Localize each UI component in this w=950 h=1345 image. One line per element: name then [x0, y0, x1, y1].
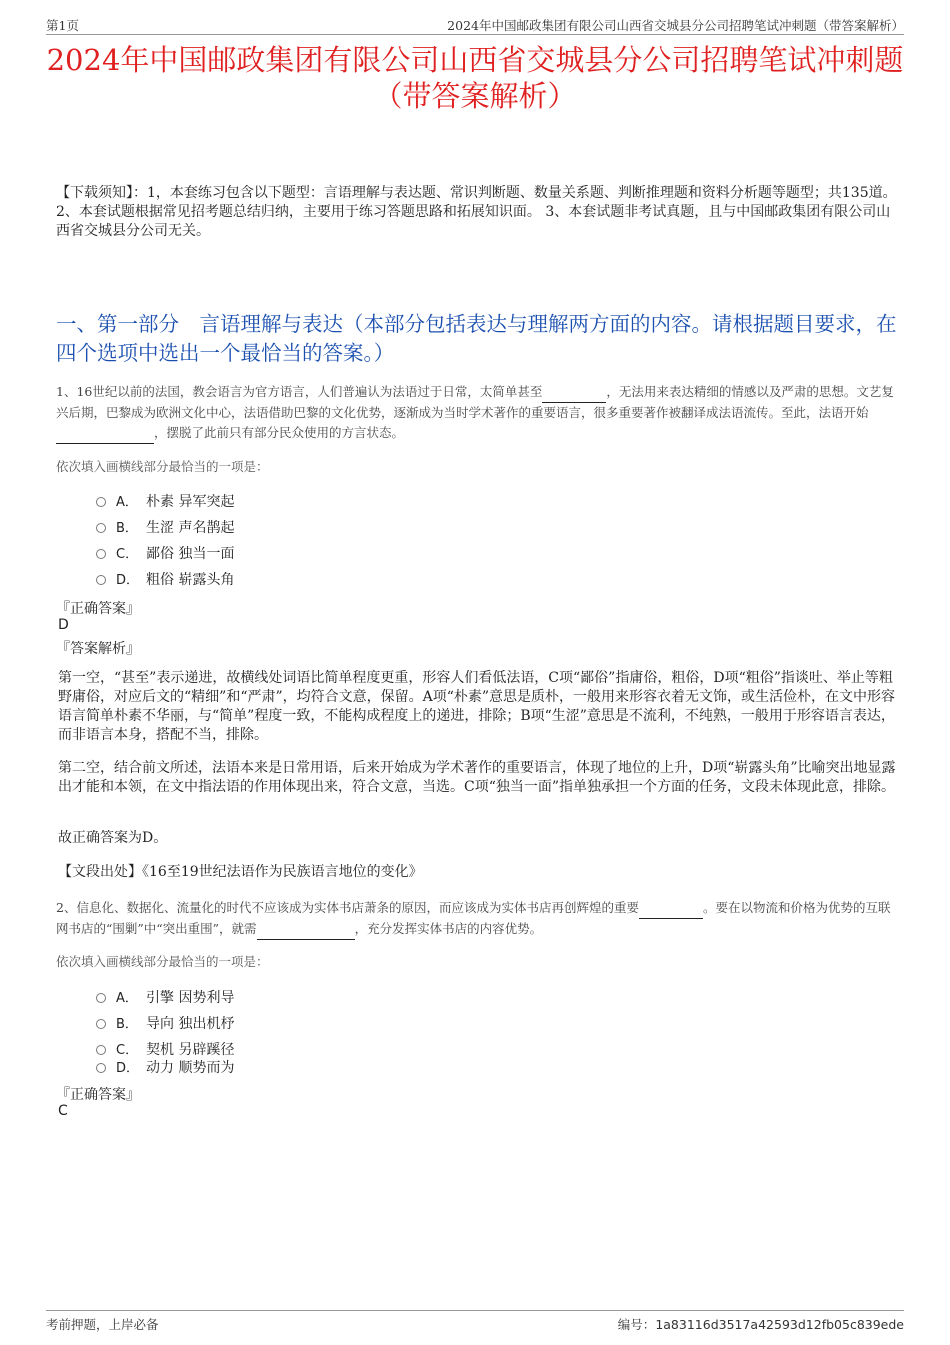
question-2-option-c[interactable]: C． 契机 另辟蹊径 [96, 1039, 234, 1059]
question-2-option-a[interactable]: A． 引擎 因势利导 [96, 987, 234, 1007]
document-title: 2024年中国邮政集团有限公司山西省交城县分公司招聘笔试冲刺题（带答案解析） [46, 43, 904, 113]
question-1-analysis-conclusion: 故正确答案为D。 [58, 830, 168, 846]
question-1-answer: D [58, 617, 69, 633]
question-1-analysis-label: 『答案解析』 [56, 641, 140, 657]
section-heading: 一、第一部分 言语理解与表达（本部分包括表达与理解两方面的内容。请根据题目要求，在四个选项中选出一个最恰当的答案。） [56, 312, 897, 365]
download-notice: 【下载须知】：1，本套练习包含以下题型：言语理解与表达题、常识判断题、数量关系题、判断推理题和资料分析题等题型；共135道。 2、本套试题根据常见招考题总结归纳，主要用于练习答题思路和拓展知识面。 3、本套试题非考试真题，且与中国邮政集团有限公司山西省交城县分公司无关。 [56, 185, 897, 239]
radio-button-icon[interactable] [96, 993, 106, 1003]
footer-serial: 编号：1a83116d3517a42593d12fb05c839ede [617, 1317, 904, 1332]
question-1-analysis-paragraph-2: 第二空，结合前文所述，法语本来是日常用语，后来开始成为学术著作的重要语言，体现了地位的上升，D项“崭露头角”比喻突出地显露出才能和本领，在文中指法语的作用体现出来，符合文意，当选。C项“独当一面”指单独承担一个方面的任务，文段未体现此意，排除。 [58, 760, 896, 795]
page-number: 第1页 [46, 18, 79, 33]
question-1-blank-1 [542, 382, 606, 403]
question-2-option-b[interactable]: B． 导向 独出机杼 [96, 1013, 234, 1033]
question-1-prompt: 依次填入画横线部分最恰当的一项是： [56, 459, 269, 474]
question-1-option-b[interactable]: B． 生涩 声名鹊起 [96, 517, 234, 537]
question-1-analysis-paragraph-1: 第一空，“甚至”表示递进，故横线处词语比简单程度更重，形容人们看低法语，C项“鄙俗”指庸俗，粗俗，D项“粗俗”指谈吐、举止等粗野庸俗，对应后文的“精细”和“严肃”，均符合文意，保留。A项“朴素”意思是质朴，一般用来形容衣着无文饰，或生活俭朴，在文中形容语言简单朴素不华丽，与“简单”程度一致，不能构成程度上的递进，排除；B项“生涩”意思是不流利，不纯熟，一般用于形容语言表达，而非语言本身，搭配不当，排除。 [58, 670, 896, 743]
radio-button-icon[interactable] [96, 549, 106, 559]
radio-button-icon[interactable] [96, 1019, 106, 1029]
question-1-option-d[interactable]: D． 粗俗 崭露头角 [96, 569, 234, 589]
question-1-text: 1、16世纪以前的法国，教会语言为官方语言，人们普遍认为法语过于日常，太简单甚至 ，无法用来表达精细的情感以及严肃的思想。文艺复兴后期，巴黎成为欧洲文化中心，法语借助巴黎的文化优势，逐渐成为当时学术著作的重要语言，很多重要著作被翻译成法语流传。至此，法语开始 ，摆脱了此前只有部分民众使用的方言状态。 [56, 382, 900, 444]
radio-button-icon[interactable] [96, 523, 106, 533]
question-1-source: 【文段出处】《16至19世纪法语作为民族语言地位的变化》 [58, 864, 423, 880]
header-doc-name: 2024年中国邮政集团有限公司山西省交城县分公司招聘笔试冲刺题（带答案解析） [447, 18, 904, 33]
question-1-blank-2 [56, 423, 154, 444]
footer-slogan: 考前押题，上岸必备 [46, 1317, 159, 1332]
question-1-option-a[interactable]: A． 朴素 异军突起 [96, 491, 234, 511]
page-header [46, 14, 904, 35]
radio-button-icon[interactable] [96, 1045, 106, 1055]
question-2-answer: C [58, 1103, 68, 1119]
question-2-blank-1 [639, 898, 703, 919]
question-2-text: 2、信息化、数据化、流量化的时代不应该成为实体书店萧条的原因，而应该成为实体书店再创辉煌的重要 。要在以物流和价格为优势的互联网书店的“围剿”中“突出重围”，就需 ，充分发挥实体书店的内容优势。 [56, 898, 900, 940]
question-2-option-d[interactable]: D． 动力 顺势而为 [96, 1057, 234, 1077]
page-footer [46, 1310, 904, 1333]
question-2-answer-label: 『正确答案』 [56, 1087, 140, 1103]
radio-button-icon[interactable] [96, 1063, 106, 1073]
radio-button-icon[interactable] [96, 575, 106, 585]
question-2-prompt: 依次填入画横线部分最恰当的一项是： [56, 954, 269, 969]
question-2-blank-2 [257, 919, 355, 940]
question-1-option-c[interactable]: C． 鄙俗 独当一面 [96, 543, 234, 563]
radio-button-icon[interactable] [96, 497, 106, 507]
question-1-answer-label: 『正确答案』 [56, 601, 140, 617]
